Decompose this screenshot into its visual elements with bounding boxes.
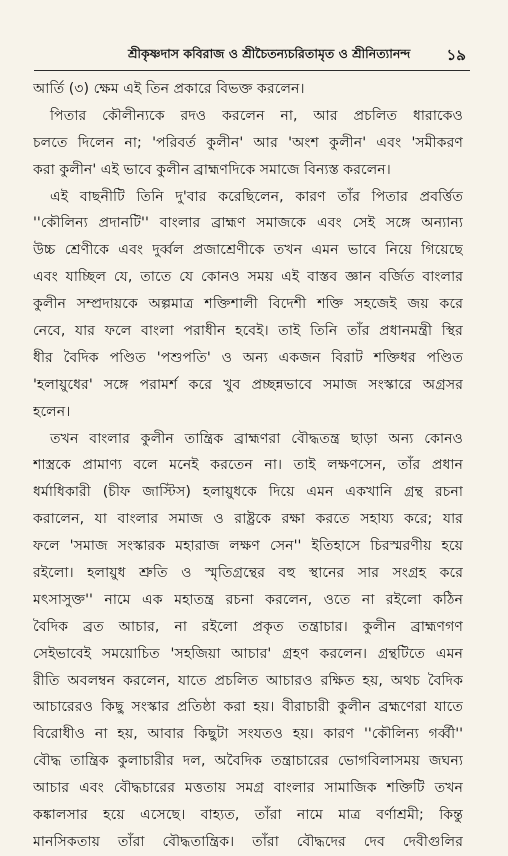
running-title: শ্রীকৃষ্ণদাস কবিরাজ ও শ্রীচৈতন্যচরিতামৃত ও শ্রীনিত্যানন্দ (128, 46, 411, 61)
text-line: বিরোধীও না হয়, আবার কিছুটা সংযতও হয়। কারণ ''কৌলিন্য গর্ব্বী'' (33, 726, 463, 743)
text-line: ধর্মাধিকারী (চীফ জাস্টিস) হলায়ুধকে দিয়ে এমন একখানি গ্রন্থ রচনা (33, 484, 463, 501)
text-line: তখন বাংলার কুলীন তান্ত্রিক ব্রাহ্মণরা বৌদ্ধতন্ত্র ছাড়া অন্য কোনও (50, 430, 463, 447)
text-line: হলেন। (33, 403, 71, 420)
text-line: রইলো। হলায়ুধ শ্রুতি ও স্মৃতিগ্রন্থের বহু স্থানের সার সংগ্রহ করে (33, 565, 463, 582)
text-line: ফলে 'সমাজ সংস্কারক মহারাজ লক্ষণ সেন'' ইতিহাসে চিরস্মরণীয় হয়ে (33, 538, 463, 555)
text-line: এই বাছনীটি তিনি দু'বার করেছিলেন, কারণ তাঁর পিতার প্রবর্ত্তিত (50, 188, 463, 205)
text-line: আচারেরও কিছু সংস্কার প্রতিষ্ঠা করা হয়। বীরাচারী কুলীন ব্রহ্মণেরা যাতে (33, 699, 463, 716)
text-line: চলতে দিলেন না; 'পরিবর্ত কুলীন' আর 'অংশ কুলীন' এবং 'সমীকরণ (33, 134, 463, 151)
text-line: করালেন, যা বাংলার সমাজ ও রাষ্ট্রকে রক্ষা করতে সহায্য করে; যার (33, 511, 463, 528)
text-line: 'হলায়ুধের' সঙ্গে পরামর্শ করে খুব প্রচ্ছন্নভাবে সমাজ সংস্কারে অগ্রসর (33, 376, 463, 393)
text-line: করা কুলীন' এই ভাবে কুলীন ব্রাহ্মণদিকে সমাজে বিন্যস্ত করলেন। (33, 161, 391, 178)
body-text (33, 76, 463, 856)
page-number: ১৯ (446, 46, 466, 64)
text-line: ''কৌলিন্য প্রদানটি'' বাংলার ব্রাহ্মণ সমাজকে এবং সেই সঙ্গে অন্যান্য (33, 215, 463, 232)
text-line: উচ্চ শ্রেণীকে এবং দুর্ব্বল প্রজাশ্রেণীকে তখন এমন ভাবে নিয়ে গিয়েছে (33, 242, 463, 259)
text-line: আর্তি (৩) ক্ষেম এই তিন প্রকারে বিভক্ত করলেন। (33, 81, 305, 97)
text-line: সেইভাবেই সময়োচিত 'সহজিয়া আচার' গ্রহণ করলেন। গ্রন্থটিতে এমন (33, 645, 463, 662)
page-header (34, 42, 470, 71)
text-line: কুলীন সম্প্রদায়কে অল্পমাত্র শক্তিশালী বিদেশী শক্তি সহজেই জয় করে (33, 296, 463, 313)
text-line: পিতার কৌলীন্যকে রদও করলেন না, আর প্রচলিত ধারাকেও (50, 107, 463, 124)
text-line: নেবে, যার ফলে বাংলা পরাধীন হবেই। তাই তিনি তাঁর প্রধানমন্ত্রী স্থির (33, 323, 463, 340)
text-line: কঙ্কালসার হয়ে এসেছে। বাহ্যত, তাঁরা নামে মাত্র বর্ণাশ্রমী; কিন্তু (33, 807, 463, 824)
text-line: আচার এবং বৌদ্ধচারের মত্ততায় সমগ্র বাংলার সামাজিক শক্তিটি তখন (33, 780, 463, 797)
text-line: মৎসাসুক্ত'' নামে এক মহাতন্ত্র রচনা করলেন, ওতে না রইলো কঠিন (33, 591, 463, 608)
text-line: রীতি অবলম্বন করলেন, যাতে প্রচলিত আচারও রক্ষিত হয়, অথচ বৈদিক (33, 672, 463, 689)
text-line: এবং যাচ্ছিল যে, তাতে যে কোনও সময় এই বাস্তব জ্ঞান বর্জিত বাংলার (33, 269, 463, 286)
text-line: বৈদিক ব্রত আচার, না রইলো প্রকৃত তন্ত্রাচার। কুলীন ব্রাহ্মণগণ (33, 618, 463, 635)
text-line: শাস্ত্রকে প্রামাণ্য বলে মনেই করতেন না। তাই লক্ষণসেন, তাঁর প্রধান (33, 457, 463, 474)
text-line: মানসিকতায় তাঁরা বৌদ্ধতান্ত্রিক। তাঁরা বৌদ্ধদের দেব দেবীগুলির (33, 833, 463, 850)
text-line: ধীর বৈদিক পণ্ডিত 'পশুপতি' ও অন্য একজন বিরাট শক্তিধর পণ্ডিত (33, 349, 463, 366)
text-line: বৌদ্ধ তান্ত্রিক কুলাচারীর দল, অবৈদিক তন্ত্রাচারের ভোগবিলাসময় জঘন্য (33, 753, 463, 770)
